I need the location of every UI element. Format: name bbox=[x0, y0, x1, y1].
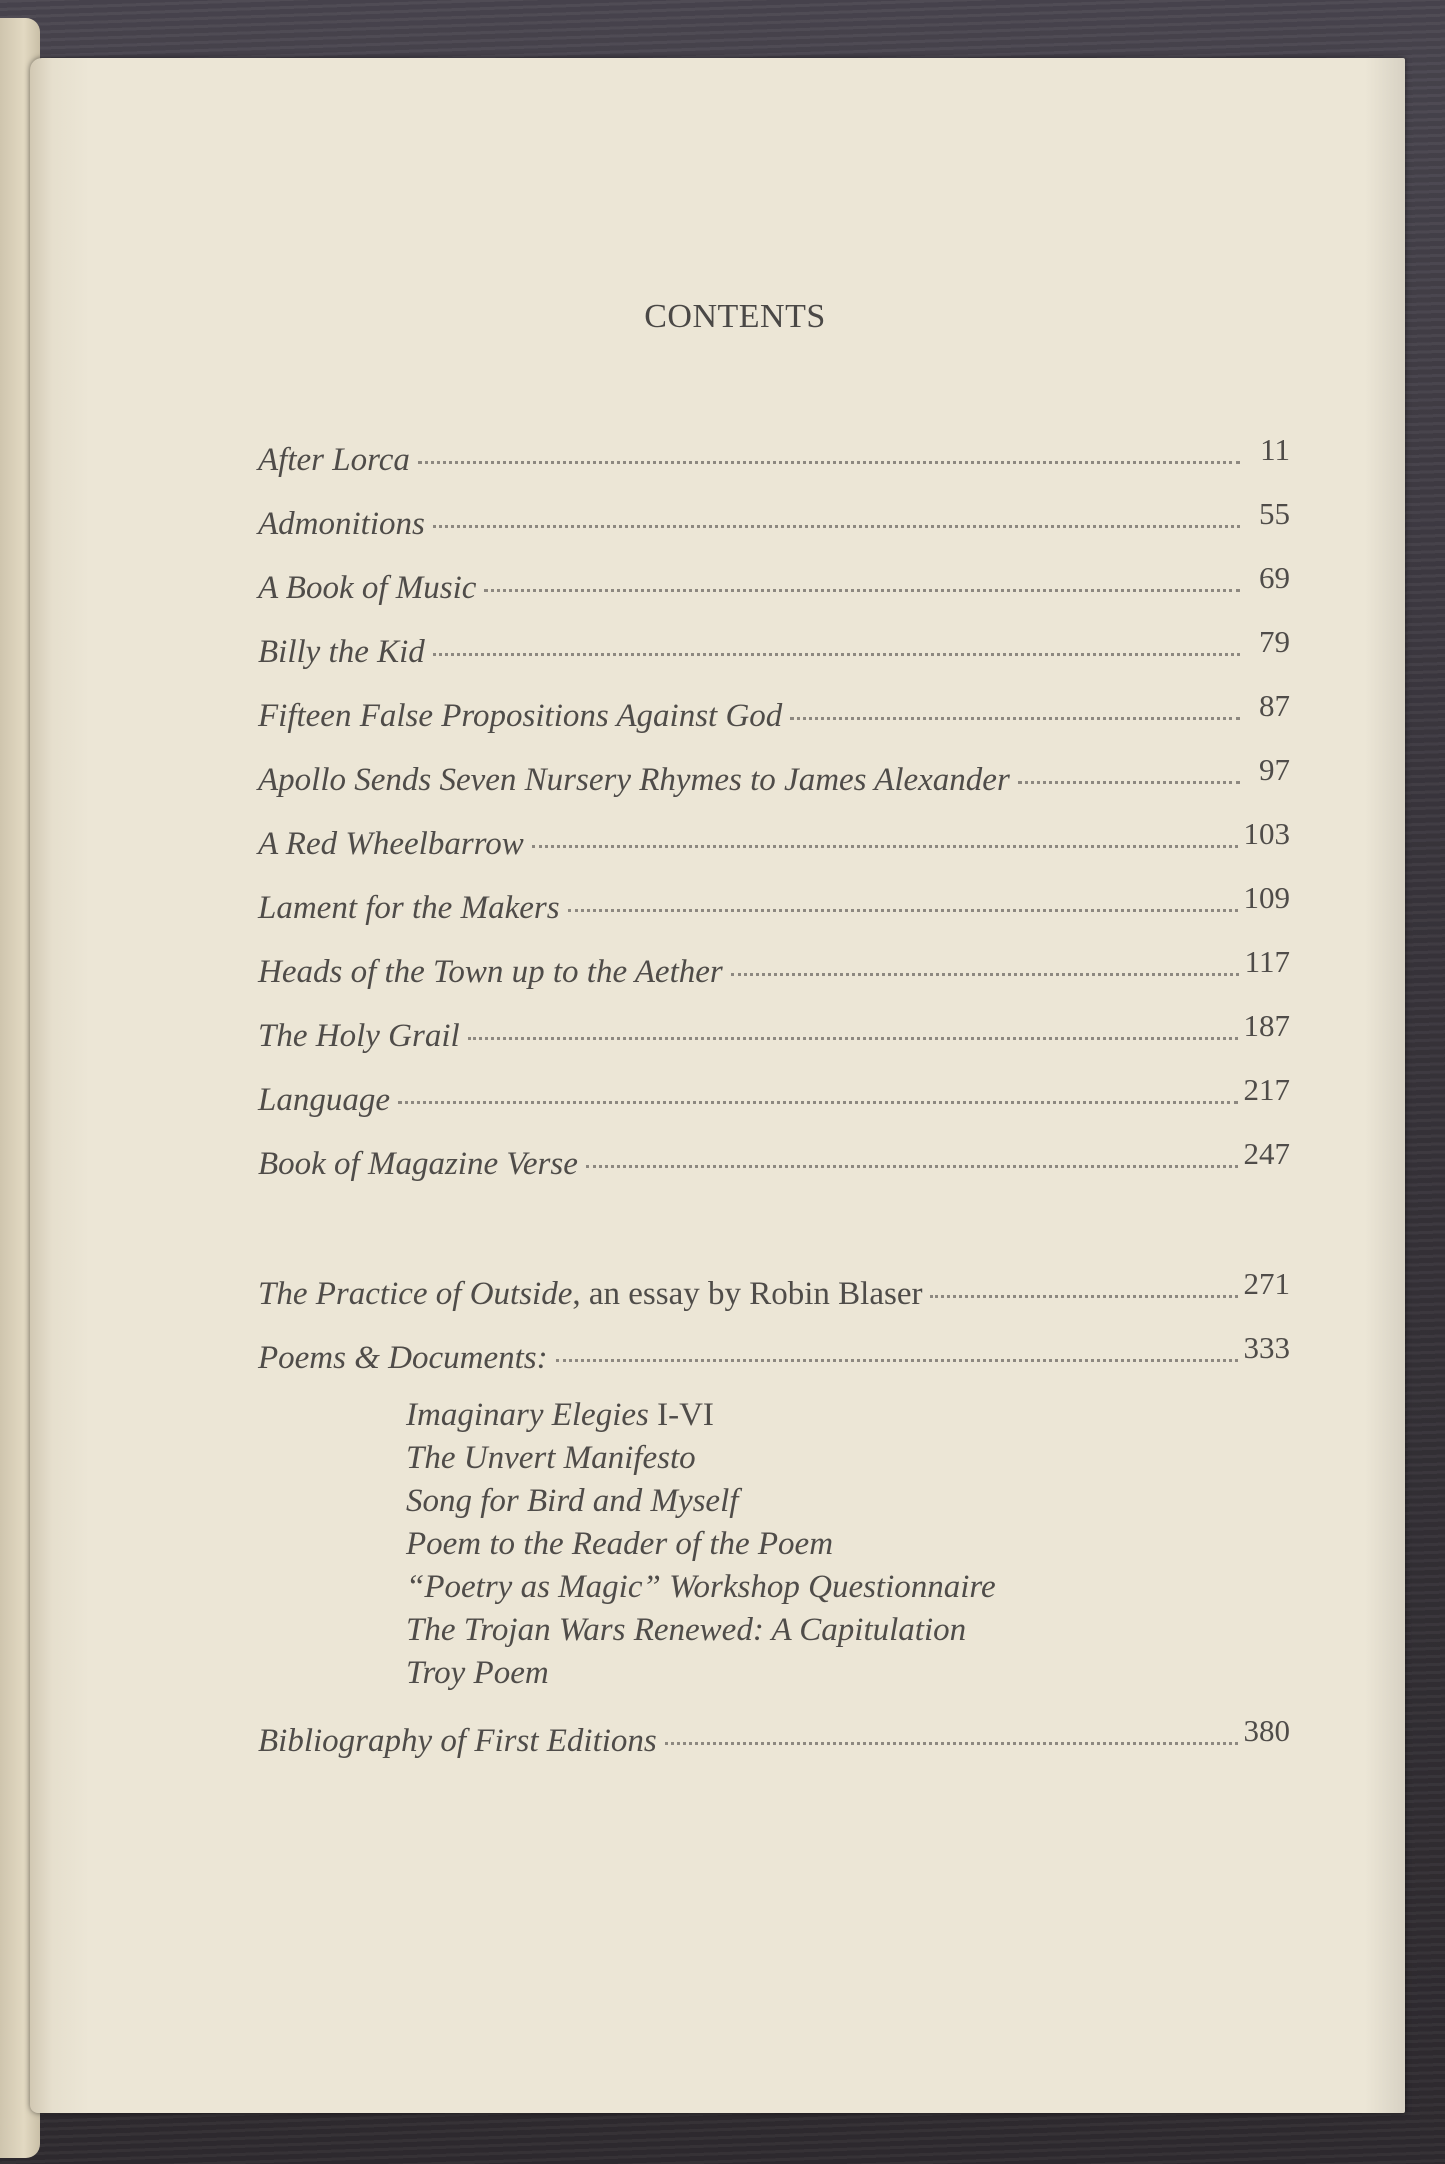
toc-entry bbox=[258, 1004, 1290, 1068]
toc-entry bbox=[258, 940, 1290, 1004]
toc-entry-title: Poems & Documents: bbox=[258, 1340, 548, 1376]
dot-leader bbox=[556, 1359, 1238, 1362]
dot-leader bbox=[930, 1295, 1237, 1298]
sub-entry-title: The Trojan Wars Renewed: A Capitulation bbox=[406, 1612, 967, 1648]
toc-entry-page: 69 bbox=[1259, 560, 1290, 595]
sub-entry-numeral: I-VI bbox=[657, 1397, 714, 1433]
toc-entry-title: The Holy Grail bbox=[258, 1018, 460, 1054]
toc-entry-page: 271 bbox=[1243, 1266, 1290, 1301]
essay-title: The Practice of Outside bbox=[258, 1276, 573, 1312]
poems-documents-list bbox=[258, 1394, 1290, 1695]
toc-entry-title bbox=[258, 1262, 922, 1326]
toc-entry bbox=[258, 812, 1290, 876]
section-gap bbox=[258, 1196, 1290, 1262]
dot-leader bbox=[532, 845, 1238, 848]
book-page bbox=[30, 58, 1405, 2113]
sub-entry bbox=[406, 1394, 1290, 1437]
toc-entry bbox=[258, 876, 1290, 940]
dot-leader bbox=[568, 909, 1238, 912]
toc-entry bbox=[258, 428, 1290, 492]
toc-entry-title: Fifteen False Propositions Against God bbox=[258, 698, 783, 734]
toc-entry-title: Billy the Kid bbox=[258, 634, 425, 670]
essay-byline: , an essay by Robin Blaser bbox=[572, 1276, 923, 1312]
toc-entry-title: A Book of Music bbox=[258, 570, 477, 606]
dot-leader bbox=[398, 1101, 1238, 1104]
sub-entry bbox=[406, 1523, 1290, 1566]
toc-entry-title: Book of Magazine Verse bbox=[258, 1146, 578, 1182]
sub-entry-title: Poem to the Reader of the Poem bbox=[406, 1526, 834, 1562]
page-title: CONTENTS bbox=[644, 298, 826, 335]
sub-entry-title: Troy Poem bbox=[406, 1655, 549, 1691]
sub-entry bbox=[406, 1609, 1290, 1652]
sub-entry bbox=[406, 1652, 1290, 1695]
sub-entry bbox=[406, 1566, 1290, 1609]
dot-leader bbox=[433, 653, 1240, 656]
toc-entry-page: 103 bbox=[1243, 816, 1290, 851]
toc-entry-title: Lament for the Makers bbox=[258, 890, 560, 926]
dot-leader bbox=[731, 973, 1239, 976]
toc-entry-page: 97 bbox=[1259, 752, 1290, 787]
toc-entry-page: 79 bbox=[1259, 624, 1290, 659]
dot-leader bbox=[433, 525, 1240, 528]
dot-leader bbox=[790, 717, 1240, 720]
toc-entry-title: After Lorca bbox=[258, 442, 410, 478]
toc-entry-page: 380 bbox=[1243, 1713, 1290, 1748]
toc-entry bbox=[258, 620, 1290, 684]
toc-entry bbox=[258, 748, 1290, 812]
toc-entry-page: 55 bbox=[1259, 496, 1290, 531]
dot-leader bbox=[1018, 781, 1240, 784]
toc-entry-essay bbox=[258, 1262, 1290, 1326]
toc-entry-title: Apollo Sends Seven Nursery Rhymes to James Alexander bbox=[258, 762, 1010, 798]
dot-leader bbox=[484, 589, 1240, 592]
dot-leader bbox=[418, 461, 1240, 464]
toc-entry bbox=[258, 1132, 1290, 1196]
sub-entry bbox=[406, 1437, 1290, 1480]
toc-entry-page: 333 bbox=[1243, 1330, 1290, 1365]
toc-entry-title: Bibliography of First Editions bbox=[258, 1723, 657, 1759]
toc-entry-page: 217 bbox=[1243, 1072, 1290, 1107]
sub-entry-title: The Unvert Manifesto bbox=[406, 1440, 696, 1476]
toc-entry-page: 187 bbox=[1243, 1008, 1290, 1043]
sub-entry-title: “Poetry as Magic” Workshop Questionnaire bbox=[406, 1569, 996, 1605]
toc-entry-title: Admonitions bbox=[258, 506, 425, 542]
toc-entry-page: 11 bbox=[1260, 432, 1290, 467]
toc-entry-page: 109 bbox=[1243, 880, 1290, 915]
sub-entry bbox=[406, 1480, 1290, 1523]
toc-entry-poems-documents bbox=[258, 1326, 1290, 1390]
toc-entry-title: Language bbox=[258, 1082, 390, 1118]
sub-entry-title: Song for Bird and Myself bbox=[406, 1483, 739, 1519]
sub-entry-title: Imaginary Elegies bbox=[406, 1397, 658, 1433]
toc-entry bbox=[258, 492, 1290, 556]
toc-entry bbox=[258, 684, 1290, 748]
toc-entry bbox=[258, 1068, 1290, 1132]
toc-entry bbox=[258, 556, 1290, 620]
toc-entry-page: 87 bbox=[1259, 688, 1290, 723]
toc-entry-title: A Red Wheelbarrow bbox=[258, 826, 524, 862]
dot-leader bbox=[665, 1742, 1238, 1745]
table-of-contents bbox=[258, 428, 1290, 1773]
dot-leader bbox=[468, 1037, 1238, 1040]
toc-entry-page: 117 bbox=[1244, 944, 1290, 979]
toc-entry-bibliography bbox=[258, 1709, 1290, 1773]
toc-entry-title: Heads of the Town up to the Aether bbox=[258, 954, 723, 990]
toc-entry-page: 247 bbox=[1243, 1136, 1290, 1171]
dot-leader bbox=[586, 1165, 1238, 1168]
